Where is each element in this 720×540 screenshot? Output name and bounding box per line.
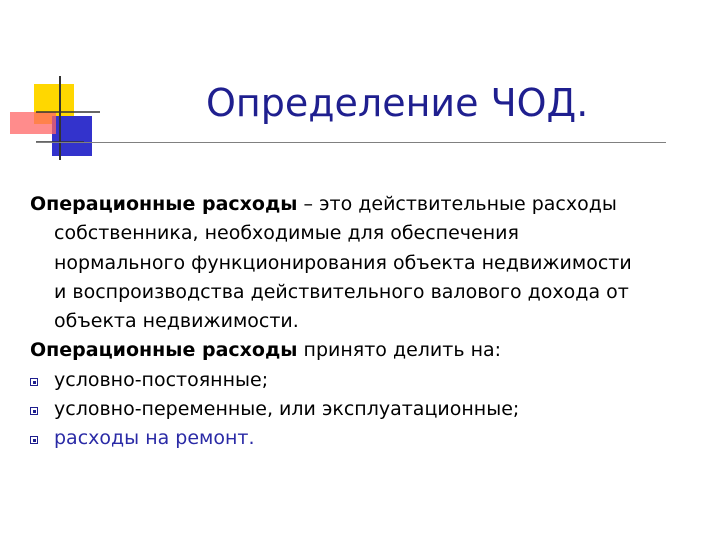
definition-text-1: – это действительные расходы — [297, 193, 617, 215]
slide-body — [30, 190, 690, 454]
bullet-text: условно-переменные, или эксплуатационные; — [54, 398, 520, 421]
decorative-logo-icon — [0, 0, 110, 170]
bullet-item — [30, 395, 690, 424]
definition-line-2: собственника, необходимые для обеспечения — [54, 222, 519, 245]
definition-line-5: объекта недвижимости. — [54, 310, 299, 333]
bullet-text: расходы на ремонт. — [54, 427, 255, 450]
definition-line-4: и воспроизводства действительного валового дохода от — [54, 280, 629, 303]
page-title: Определение ЧОД. — [206, 81, 589, 125]
definition-line-1 — [30, 190, 690, 219]
square-bullet-icon — [30, 407, 38, 415]
classification-term: Операционные расходы — [30, 339, 298, 362]
definition-term: Операционные расходы — [30, 193, 298, 215]
classification-text: принято делить на: — [297, 339, 502, 362]
title-divider — [36, 142, 666, 143]
bullet-item — [30, 424, 690, 453]
definition-line-3: нормального функционирования объекта недвижимости — [54, 251, 632, 274]
definition-paragraph — [30, 190, 690, 336]
square-bullet-icon — [30, 378, 38, 386]
bullet-item — [30, 366, 690, 395]
bullet-text: условно-постоянные; — [54, 368, 269, 391]
classification-line — [30, 336, 690, 365]
classification-paragraph — [30, 336, 690, 365]
square-bullet-icon — [30, 436, 38, 444]
